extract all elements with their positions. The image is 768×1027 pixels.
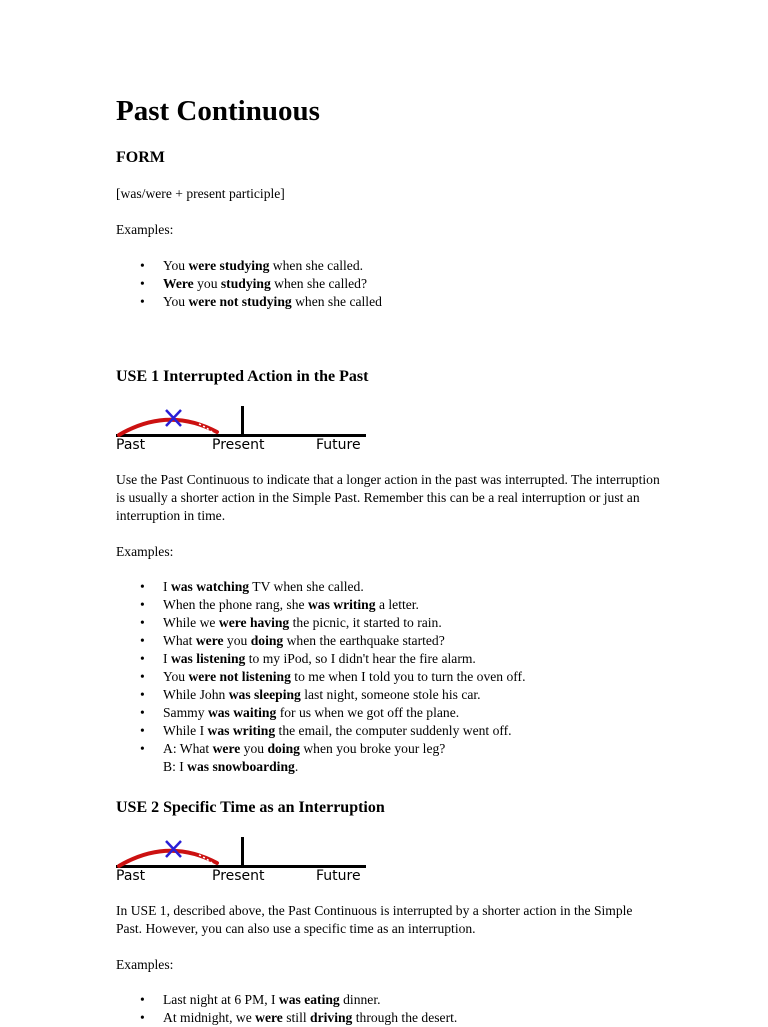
list-item (116, 668, 526, 686)
example-text: A: What (163, 741, 213, 756)
emphasized-verb: was sleeping (228, 687, 301, 702)
list-item (116, 740, 526, 776)
use1-examples-label: Examples: (116, 544, 174, 559)
example-text: I (163, 651, 171, 666)
timeline-label-past: Past (116, 868, 146, 884)
action-arc (119, 420, 217, 435)
bullet-icon: • (140, 669, 145, 684)
list-item (116, 650, 526, 668)
emphasized-verb: doing (250, 633, 284, 648)
emphasized-verb: were (255, 1010, 283, 1025)
use1-heading: USE 1 Interrupted Action in the Past (116, 368, 369, 385)
example-text: At midnight, we (163, 1010, 256, 1025)
use2-timeline-diagram (116, 835, 368, 885)
example-text: when she called. (269, 258, 364, 273)
list-item (116, 257, 382, 275)
bullet-icon: • (140, 597, 145, 612)
emphasized-verb: were (195, 633, 224, 648)
emphasized-verb: was writing (207, 723, 276, 738)
emphasized-verb: was snowboarding (187, 759, 295, 774)
timeline-label-future: Future (316, 868, 361, 884)
example-text: Sammy (163, 705, 208, 720)
emphasized-verb: Were (163, 276, 194, 291)
example-text: dinner. (339, 992, 381, 1007)
emphasized-verb: was writing (307, 597, 376, 612)
use2-description: In USE 1, described above, the Past Continuous is interrupted by a shorter action in the Simple Past. However, you can also use a specific time as an interruption. (116, 903, 633, 936)
example-text: through the desert. (352, 1010, 458, 1025)
example-text: What (163, 633, 196, 648)
bullet-icon: • (140, 579, 145, 594)
emphasized-verb: were not listening (188, 669, 291, 684)
emphasized-verb: driving (310, 1010, 353, 1025)
example-text: While we (163, 615, 219, 630)
bullet-icon: • (140, 294, 145, 309)
example-text: a letter. (375, 597, 419, 612)
example-text: last night, someone stole his car. (300, 687, 481, 702)
example-text: you (240, 741, 268, 756)
bullet-icon: • (140, 276, 145, 291)
list-item (116, 596, 526, 614)
action-arc (119, 851, 217, 866)
example-text: to my iPod, so I didn't hear the fire alarm. (245, 651, 476, 666)
example-text: to me when I told you to turn the oven off. (290, 669, 526, 684)
timeline-svg (116, 835, 368, 869)
example-text: you (193, 276, 221, 291)
example-text: TV when she called. (249, 579, 364, 594)
timeline-label-present: Present (212, 868, 265, 884)
list-item (116, 991, 457, 1009)
bullet-icon: • (140, 723, 145, 738)
use2-examples-label: Examples: (116, 957, 174, 972)
emphasized-verb: studying (220, 276, 271, 291)
bullet-icon: • (140, 651, 145, 666)
example-text: Last night at 6 PM, I (163, 992, 279, 1007)
example-text: when she called? (270, 276, 368, 291)
use2-examples-list (116, 991, 457, 1027)
bullet-icon: • (140, 633, 145, 648)
form-examples-list (116, 257, 382, 311)
emphasized-verb: were not studying (188, 294, 292, 309)
timeline-label-present: Present (212, 437, 265, 453)
form-formula: [was/were + present participle] (116, 186, 285, 201)
timeline-label-future: Future (316, 437, 361, 453)
emphasized-verb: were having (218, 615, 290, 630)
example-text: . (294, 759, 299, 774)
list-item (116, 1009, 457, 1027)
list-item (116, 722, 526, 740)
example-text: While I (163, 723, 208, 738)
form-heading: FORM (116, 149, 165, 166)
bullet-icon: • (140, 1010, 145, 1025)
list-item (116, 614, 526, 632)
bullet-icon: • (140, 615, 145, 630)
example-text: when the earthquake started? (283, 633, 445, 648)
bullet-icon: • (140, 705, 145, 720)
use1-description: Use the Past Continuous to indicate that a longer action in the past was interrupted. The interruption is usually a shorter action in the Simple Past. Remember this can be a real interruption or just an interruption in time. (116, 472, 660, 523)
emphasized-verb: was watching (170, 579, 250, 594)
example-text: When the phone rang, she (163, 597, 308, 612)
emphasized-verb: was waiting (207, 705, 277, 720)
example-text: While John (163, 687, 229, 702)
timeline-svg (116, 404, 368, 438)
emphasized-verb: was eating (278, 992, 340, 1007)
use1-examples-list (116, 578, 526, 776)
example-text: B: I (163, 759, 188, 774)
bullet-icon: • (140, 741, 145, 756)
example-text: You (163, 258, 189, 273)
bullet-icon: • (140, 687, 145, 702)
emphasized-verb: were (212, 741, 241, 756)
example-text: when you broke your leg? (299, 741, 446, 756)
form-examples-label: Examples: (116, 222, 174, 237)
page-title: Past Continuous (116, 95, 320, 127)
example-text: the email, the computer suddenly went off. (275, 723, 512, 738)
use2-heading: USE 2 Specific Time as an Interruption (116, 799, 385, 816)
example-text: you (223, 633, 251, 648)
example-text: the picnic, it started to rain. (289, 615, 442, 630)
list-item (116, 704, 526, 722)
example-text: when she called (291, 294, 382, 309)
example-text: for us when we got off the plane. (276, 705, 460, 720)
emphasized-verb: were studying (188, 258, 270, 273)
timeline-label-past: Past (116, 437, 146, 453)
use1-timeline-diagram (116, 404, 368, 454)
emphasized-verb: was listening (170, 651, 246, 666)
bullet-icon: • (140, 258, 145, 273)
example-text: You (163, 669, 189, 684)
emphasized-verb: doing (267, 741, 300, 756)
example-text: I (163, 579, 171, 594)
bullet-icon: • (140, 992, 145, 1007)
list-item (116, 686, 526, 704)
list-item (116, 293, 382, 311)
list-item (116, 275, 382, 293)
example-text: still (282, 1010, 311, 1025)
list-item (116, 578, 526, 596)
list-item (116, 632, 526, 650)
example-text: You (163, 294, 189, 309)
